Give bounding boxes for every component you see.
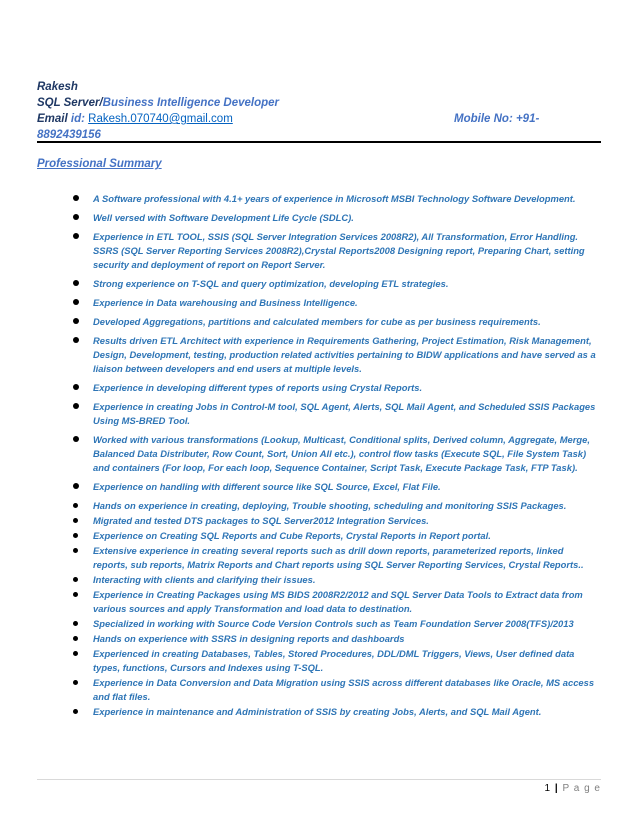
summary-item: Hands on experience in creating, deploying, Trouble shooting, scheduling and monitoring SSIS Packages. bbox=[66, 499, 600, 513]
page-footer bbox=[545, 783, 601, 794]
page-label: P a g e bbox=[562, 783, 601, 794]
section-title-professional-summary: Professional Summary bbox=[37, 158, 162, 170]
email-label: Email bbox=[37, 113, 68, 125]
bullet-icon bbox=[73, 651, 78, 656]
bullet-icon bbox=[73, 592, 78, 597]
summary-item: Experienced in creating Databases, Tables, Stored Procedures, DDL/DML Triggers, Views, User defined data types, functions, Cursors and Indexes using T-SQL. bbox=[66, 647, 600, 675]
summary-item: Experience on Creating SQL Reports and Cube Reports, Crystal Reports in Report portal. bbox=[66, 529, 600, 543]
summary-item: Experience in Creating Packages using MS BIDS 2008R2/2012 and SQL Server Data Tools to Extract data from various sources and apply Transformation and load data to destination. bbox=[66, 588, 600, 616]
job-title-primary: SQL Server/ bbox=[37, 97, 103, 109]
summary-item: Interacting with clients and clarifying their issues. bbox=[66, 573, 600, 587]
bullet-icon bbox=[73, 195, 79, 201]
mobile-label: Mobile No: +91- bbox=[454, 113, 540, 125]
bullet-icon bbox=[73, 533, 78, 538]
bullet-icon bbox=[73, 318, 79, 324]
summary-item: Extensive experience in creating several reports such as drill down reports, parameterized reports, linked reports, sub reports, Matrix Reports and Chart reports using SQL Server Reporting Services, Crystal Reports.. bbox=[66, 544, 600, 572]
email-id-label: id: bbox=[67, 113, 85, 125]
bullet-icon bbox=[73, 577, 78, 582]
bullet-icon bbox=[73, 483, 79, 489]
summary-item: Experience in Data warehousing and Business Intelligence. bbox=[66, 296, 600, 310]
summary-item: Migrated and tested DTS packages to SQL Server2012 Integration Services. bbox=[66, 514, 600, 528]
candidate-name: Rakesh bbox=[37, 81, 78, 93]
bullet-icon bbox=[73, 233, 79, 239]
bullet-icon bbox=[73, 518, 78, 523]
summary-item: Hands on experience with SSRS in designing reports and dashboards bbox=[66, 632, 600, 646]
bullet-icon bbox=[73, 403, 79, 409]
bullet-icon bbox=[73, 503, 78, 508]
page-number: 1 bbox=[544, 783, 552, 794]
summary-list bbox=[66, 192, 600, 720]
job-title bbox=[37, 95, 607, 111]
bullet-icon bbox=[73, 709, 78, 714]
bullet-icon bbox=[73, 548, 78, 553]
footer-divider bbox=[37, 779, 601, 780]
summary-item: Results driven ETL Architect with experience in Requirements Gathering, Project Estimation, Risk Management, Design, Development, testing, production related activities pertaining to BIDW applications and have served as a liaison between developers and end users at multiple levels. bbox=[66, 334, 600, 376]
summary-item: Experience in maintenance and Administration of SSIS by creating Jobs, Alerts, and SQL Mail Agent. bbox=[66, 705, 600, 719]
summary-item: Developed Aggregations, partitions and calculated members for cube as per business requirements. bbox=[66, 315, 600, 329]
bullet-icon bbox=[73, 337, 79, 343]
contact-line bbox=[37, 111, 607, 127]
summary-item: Experience in Data Conversion and Data Migration using SSIS across different databases like Oracle, MS access and flat files. bbox=[66, 676, 600, 704]
bullet-icon bbox=[73, 384, 79, 390]
page-separator: | bbox=[554, 783, 559, 794]
summary-item: Strong experience on T-SQL and query optimization, developing ETL strategies. bbox=[66, 277, 600, 291]
summary-item: Experience in creating Jobs in Control-M tool, SQL Agent, Alerts, SQL Mail Agent, and Scheduled SSIS Packages Using MS-BRED Tool. bbox=[66, 400, 600, 428]
email-link[interactable]: Rakesh.070740@gmail.com bbox=[88, 113, 233, 125]
job-title-secondary: Business Intelligence Developer bbox=[102, 97, 280, 109]
summary-item: Experience in ETL TOOL, SSIS (SQL Server Integration Services 2008R2), All Transformation, Error Handling. SSRS (SQL Server Reporting Services 2008R2),Crystal Reports2008 Designing report, Preparing Chart, setting security and deployment of report on Report Server. bbox=[66, 230, 600, 272]
summary-item: Worked with various transformations (Lookup, Multicast, Conditional splits, Derived column, Aggregate, Merge, Balanced Data Distributer, Row Count, Sort, Union All etc.), control flow tasks (Execute SQL, File System Task) and containers (For loop, For each loop, Sequence Container, Script Task, Execute Package Task, FTP Task). bbox=[66, 433, 600, 475]
bullet-icon bbox=[73, 299, 79, 305]
bullet-icon bbox=[73, 680, 78, 685]
bullet-icon bbox=[73, 280, 79, 286]
summary-item: Specialized in working with Source Code Version Controls such as Team Foundation Server 2008(TFS)/2013 bbox=[66, 617, 600, 631]
mobile-number: 8892439156 bbox=[37, 129, 101, 141]
bullet-icon bbox=[73, 636, 78, 641]
bullet-icon bbox=[73, 214, 79, 220]
header-divider bbox=[37, 141, 601, 143]
bullet-icon bbox=[73, 436, 79, 442]
summary-item: Well versed with Software Development Life Cycle (SDLC). bbox=[66, 211, 600, 225]
summary-item: A Software professional with 4.1+ years of experience in Microsoft MSBI Technology Software Development. bbox=[66, 192, 600, 206]
summary-item: Experience in developing different types of reports using Crystal Reports. bbox=[66, 381, 600, 395]
bullet-icon bbox=[73, 621, 78, 626]
summary-item: Experience on handling with different source like SQL Source, Excel, Flat File. bbox=[66, 480, 600, 494]
